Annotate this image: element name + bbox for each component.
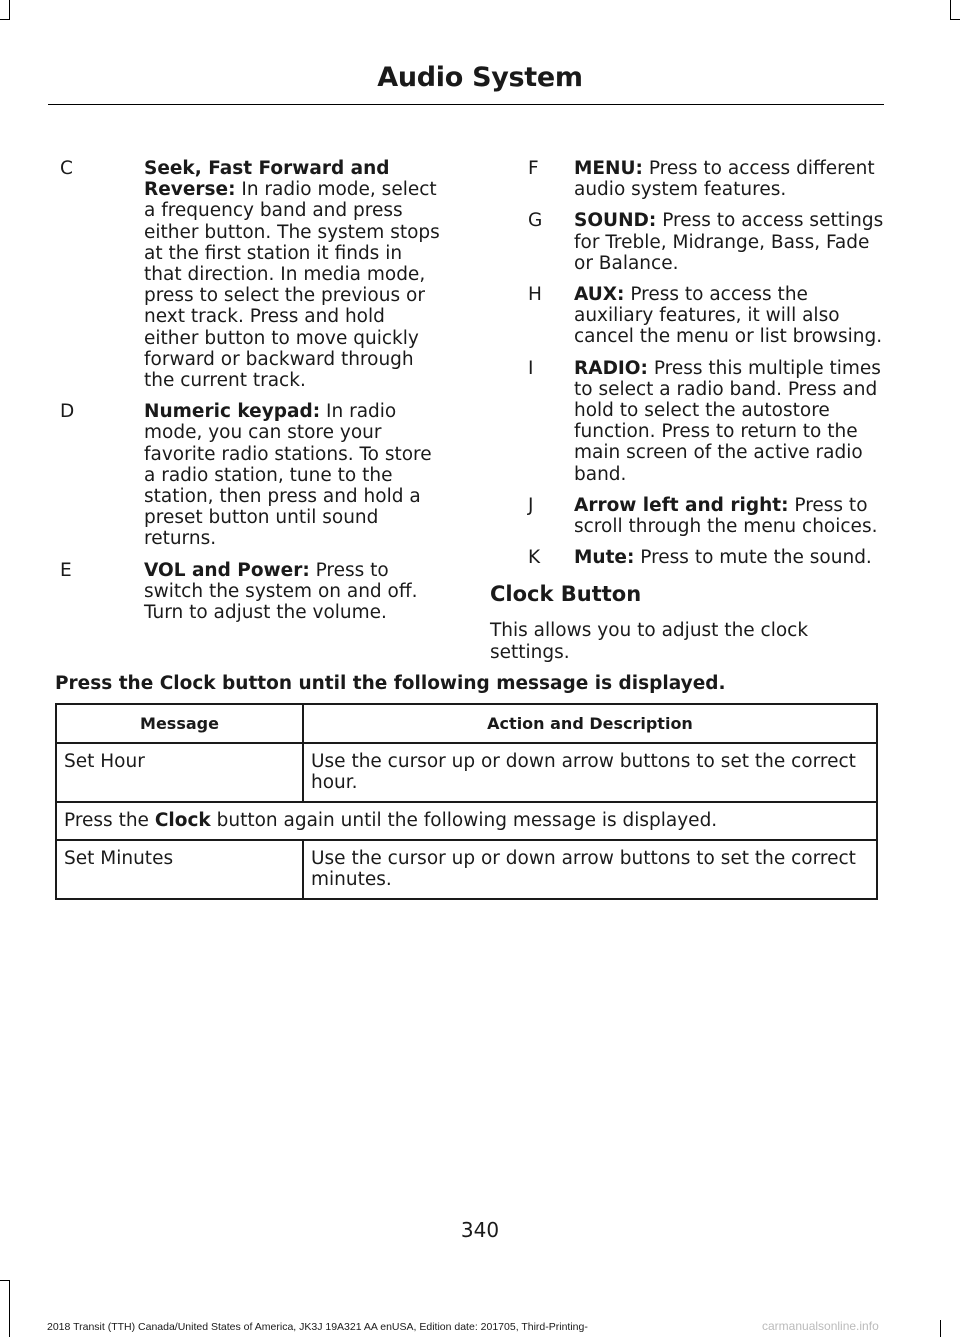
span-text-bold: Clock [154,810,211,831]
item-text: Press this multiple times to select a radio band. Press and hold to select the autostore function. Press to return to the main screen of the active radio band. [574,357,881,485]
page-title: Audio System [377,62,583,93]
item-label: Mute: [574,547,635,569]
item-label: Numeric keypad: [144,401,321,423]
item-description [144,401,445,549]
table-row [56,840,877,899]
table-header-row [56,704,877,743]
span-cell [56,802,877,840]
item-letter [490,158,574,200]
action-cell: Use the cursor up or down arrow buttons to set the correct minutes. [303,840,877,899]
list-item [490,210,885,274]
item-letter-text: I [528,357,534,379]
item-description [574,358,885,485]
item-description [144,158,445,391]
item-label: Arrow left and right: [574,494,789,516]
item-description [574,547,885,568]
item-description [574,284,885,348]
crop-mark [9,0,10,20]
item-label: Seek, Fast Forward and Reverse: [144,158,390,201]
column-header: Message [56,704,303,743]
list-item [60,158,445,391]
list-item [60,560,445,624]
action-cell: Use the cursor up or down arrow buttons to set the correct hour. [303,743,877,802]
list-item [490,547,885,568]
item-text: Press to access the auxiliary features, it will also cancel the menu or list browsing. [574,284,883,348]
item-label: AUX: [574,284,625,306]
message-cell: Set Hour [56,743,303,802]
title-divider [48,104,884,105]
table-intro: Press the Clock button until the following message is displayed. [55,673,726,694]
column-header: Action and Description [303,704,877,743]
watermark: carmanualsonline.info [762,1319,879,1333]
item-label: MENU: [574,158,643,179]
item-label: VOL and Power: [144,559,310,581]
crop-mark [940,1320,941,1337]
item-text: Press to mute the sound. [634,547,872,569]
crop-mark [0,19,10,20]
crop-mark [950,19,960,20]
span-text-after: button again until the following message is displayed. [210,810,718,831]
item-text: Press to access settings for Treble, Midrange, Bass, Fade or Balance. [574,210,884,274]
item-letter [490,210,574,274]
list-item [490,284,885,348]
footer-text: 2018 Transit (TTH) Canada/United States of America, JK3J 19A321 AA enUSA, Edition date: 201705, Third-Printing- [47,1321,588,1333]
message-cell: Set Minutes [56,840,303,899]
table-row [56,743,877,802]
item-text: In radio mode, select a frequency band and press either button. The system stops at the first station it finds in that direction. In media mode, press to select the previous or next track. Press and hold either button to move quickly forward or backward through the current track. [144,179,440,392]
section-text: This allows you to adjust the clock settings. [490,620,809,664]
item-description [574,158,885,200]
item-letter-text: F [528,158,539,179]
right-column [490,158,885,664]
item-letter: C [60,158,73,179]
item-letter [490,547,574,568]
item-letter: D [60,401,75,423]
list-item [490,158,885,200]
item-label: SOUND: [574,210,657,232]
item-letter [490,284,574,348]
item-letter [490,358,574,485]
item-text: In radio mode, you can store your favorite radio stations. To store a radio station, tune to the station, then press and hold a preset button until sound returns. [144,401,432,550]
item-letter-text: J [528,494,534,516]
item-label: RADIO: [574,357,648,379]
item-letter: E [60,559,72,581]
span-text-before: Press the [64,810,155,831]
crop-mark [0,1280,10,1281]
left-column [60,158,445,633]
item-letter [490,495,574,537]
item-letter-text: H [528,284,542,306]
item-description [144,560,445,624]
section-heading: Clock Button [490,582,642,607]
list-item [490,495,885,537]
item-text: Press to access different audio system features. [574,158,875,201]
page-number: 340 [460,1218,500,1242]
item-letter-text: K [528,547,541,569]
list-item [490,358,885,485]
table-row [56,802,877,840]
clock-message-table [55,703,878,900]
crop-mark [950,0,951,20]
crop-mark [9,1280,10,1337]
item-description [574,210,885,274]
list-item [60,401,445,549]
item-description [574,495,885,537]
item-text: Press to switch the system on and off. Turn to adjust the volume. [144,559,418,624]
item-letter-text: G [528,210,543,232]
item-text: Press to scroll through the menu choices. [574,494,878,538]
